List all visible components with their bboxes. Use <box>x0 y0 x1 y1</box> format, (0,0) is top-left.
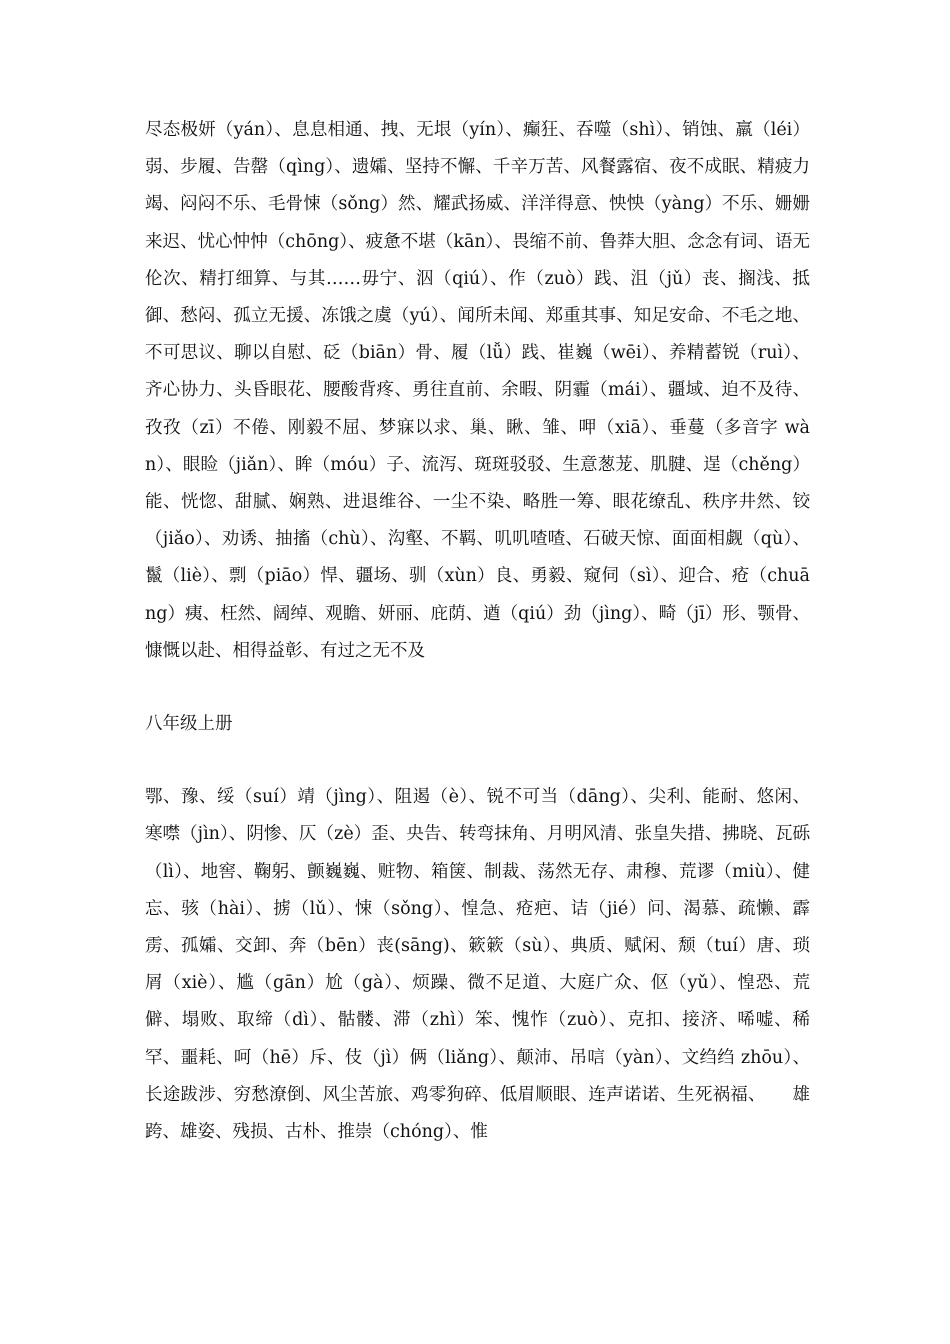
document-page <box>145 112 810 1151</box>
vocabulary-paragraph-1: 尽态极妍（yán）、息息相通、拽、无垠（yín）、癫狂、吞噬（shì）、销蚀、羸（léi）弱、步履、告罄（qìng）、遗孀、坚持不懈、千辛万苦、风餐露宿、夜不成眠、精疲力竭、闷闷不乐、毛骨悚（sǒng）然、耀武扬威、洋洋得意、怏怏（yàng）不乐、姗姗来迟、忧心忡忡（chōng）、疲惫不堪（kān）、畏缩不前、鲁莽大胆、念念有词、语无伦次、精打细算、与其……毋宁、泅（qiú）、作（zuò）践、沮（jǔ）丧、搁浅、抵御、愁闷、孤立无援、冻饿之虞（yú）、闻所未闻、郑重其事、知足安命、不毛之地、不可思议、聊以自慰、砭（biān）骨、履（lǚ）践、崔巍（wēi）、养精蓄锐（ruì）、齐心协力、头昏眼花、腰酸背疼、勇往直前、余暇、阴霾（mái）、疆域、迫不及待、孜孜（zī）不倦、刚毅不屈、梦寐以求、巢、瞅、雏、呷（xiā）、垂蔓（多音字 wàn）、眼睑（jiǎn）、眸（móu）子、流泻、斑斑驳驳、生意葱茏、肌腱、逞（chěng）能、恍惚、甜腻、娴熟、进退维谷、一尘不染、略胜一筹、眼花缭乱、秩序井然、铰（jiǎo）、劝诱、抽搐（chù）、沟壑、不羁、叽叽喳喳、石破天惊、面面相觑（qù）、鬣（liè）、剽（piāo）悍、疆场、驯（xùn）良、勇毅、窥伺（sì）、迎合、疮（chuāng）痍、枉然、阔绰、观瞻、妍丽、庇荫、遒（qiú）劲（jìng）、畸（jī）形、颚骨、慷慨以赴、相得益彰、有过之无不及 <box>145 120 810 661</box>
vocabulary-paragraph-2: 鄂、豫、绥（suí）靖（jìng）、阻遏（è）、锐不可当（dāng）、尖利、能耐、悠闲、寒噤（jìn）、阴惨、仄（zè）歪、央告、转弯抹角、月明风清、张皇失措、拂晓、瓦砾（lì）、地窖、鞠躬、颤巍巍、赃物、箱箧、制裁、荡然无存、肃穆、荒谬（miù）、健忘、骇（hài）、掳（lǔ）、悚（sǒng）、惶急、疮疤、诘（jié）问、渴慕、疏懒、霹雳、孤孀、交卸、奔（bēn）丧(sāng)、簌簌（sù）、典质、赋闲、颓（tuí）唐、琐屑（xiè）、尴（gān）尬（gà）、烦躁、微不足道、大庭广众、伛（yǔ）、惶恐、荒僻、塌败、取缔（dì）、骷髅、滞（zhì）笨、愧怍（zuò）、克扣、接济、唏嘘、稀罕、噩耗、呵（hē）斥、伎（jì）俩（liǎng）、颠沛、吊唁（yàn）、文绉绉 zhōu）、长途跋涉、穷愁潦倒、风尘苦旅、鸡零狗碎、低眉顺眼、连声诺诺、生死祸福、 雄跨、雄姿、残损、古朴、推崇（chóng）、惟 <box>145 787 810 1143</box>
section-heading-grade8-vol1: 八年级上册 <box>145 714 233 735</box>
